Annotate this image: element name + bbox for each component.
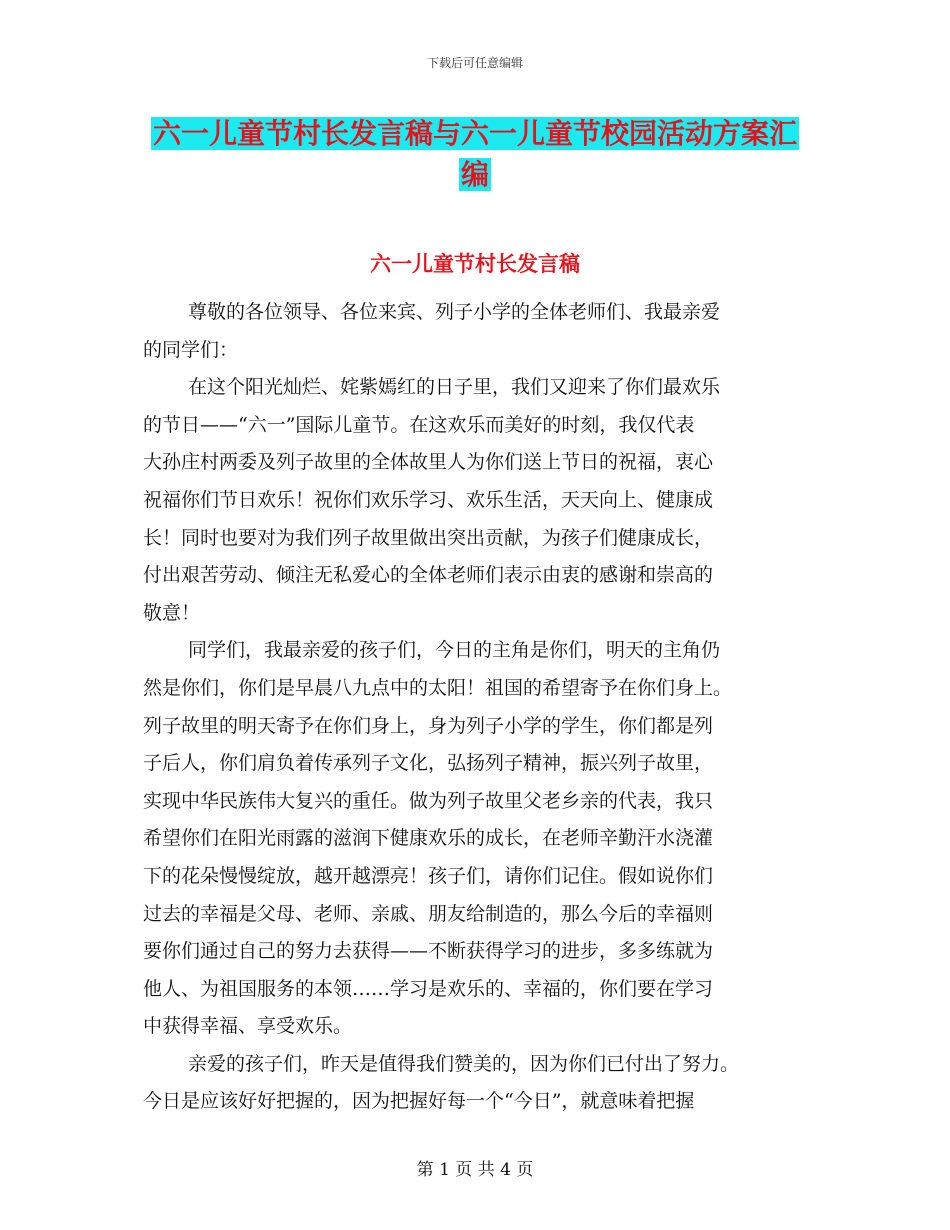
text-line: 今日是应该好好把握的，因为把握好每一个“今日”，就意味着把握 xyxy=(143,1090,695,1113)
text-line: 他人、为祖国服务的本领……学习是欢乐的、幸福的，你们要在学习 xyxy=(143,977,714,1000)
document-title-line-2 xyxy=(0,153,950,193)
body-text xyxy=(143,294,813,1121)
page-header-note: 下载后可任意编辑 xyxy=(426,56,523,70)
text-line: 的同学们： xyxy=(143,338,239,361)
text-line: 的节日——“六一”国际儿童节。在这欢乐而美好的时刻，我仅代表 xyxy=(143,413,695,436)
text-line: 敬意！ xyxy=(143,601,201,624)
text-line: 付出艰苦劳动、倾注无私爱心的全体老师们表示由衷的感谢和崇高的 xyxy=(143,564,714,587)
text-line: 在这个阳光灿烂、姹紫嫣红的日子里，我们又迎来了你们最欢乐 xyxy=(188,376,721,399)
page-footer: 第 1 页 共 4 页 xyxy=(416,1160,534,1180)
text-line: 大孙庄村两委及列子故里的全体故里人为你们送上节日的祝福，衷心 xyxy=(143,451,714,474)
title-highlight-2: 编 xyxy=(460,158,489,191)
text-line: 实现中华民族伟大复兴的重任。做为列子故里父老乡亲的代表，我只 xyxy=(143,789,714,812)
text-line: 过去的幸福是父母、老师、亲戚、朋友给制造的，那么今后的幸福则 xyxy=(143,902,714,925)
document-title-line-1 xyxy=(0,112,950,152)
text-line: 列子故里的明天寄予在你们身上，身为列子小学的学生，你们都是列 xyxy=(143,714,714,737)
text-line: 祝福你们节日欢乐！祝你们欢乐学习、欢乐生活，天天向上、健康成 xyxy=(143,488,714,511)
title-highlight-1: 六一儿童节村长发言稿与六一儿童节校园活动方案汇 xyxy=(152,117,797,150)
text-line: 中获得幸福、享受欢乐。 xyxy=(143,1015,353,1038)
text-line: 然是你们，你们是早晨八九点中的太阳！祖国的希望寄予在你们身上。 xyxy=(143,676,733,699)
text-line: 下的花朵慢慢绽放，越开越漂亮！孩子们，请你们记住。假如说你们 xyxy=(143,864,714,887)
text-line: 长！同时也要对为我们列子故里做出突出贡献，为孩子们健康成长， xyxy=(143,526,714,549)
text-line: 同学们，我最亲爱的孩子们，今日的主角是你们，明天的主角仍 xyxy=(188,639,721,662)
text-line: 尊敬的各位领导、各位来宾、列子小学的全体老师们、我最亲爱 xyxy=(188,301,721,323)
text-line: 亲爱的孩子们，昨天是值得我们赞美的，因为你们已付出了努力。 xyxy=(188,1052,740,1075)
text-line: 要你们通过自己的努力去获得——不断获得学习的进步，多多练就为 xyxy=(143,940,714,963)
section-heading: 六一儿童节村长发言稿 xyxy=(370,252,580,276)
text-line: 希望你们在阳光雨露的滋润下健康欢乐的成长，在老师辛勤汗水浇灌 xyxy=(143,827,714,850)
text-line: 子后人，你们肩负着传承列子文化，弘扬列子精神，振兴列子故里， xyxy=(143,752,714,775)
